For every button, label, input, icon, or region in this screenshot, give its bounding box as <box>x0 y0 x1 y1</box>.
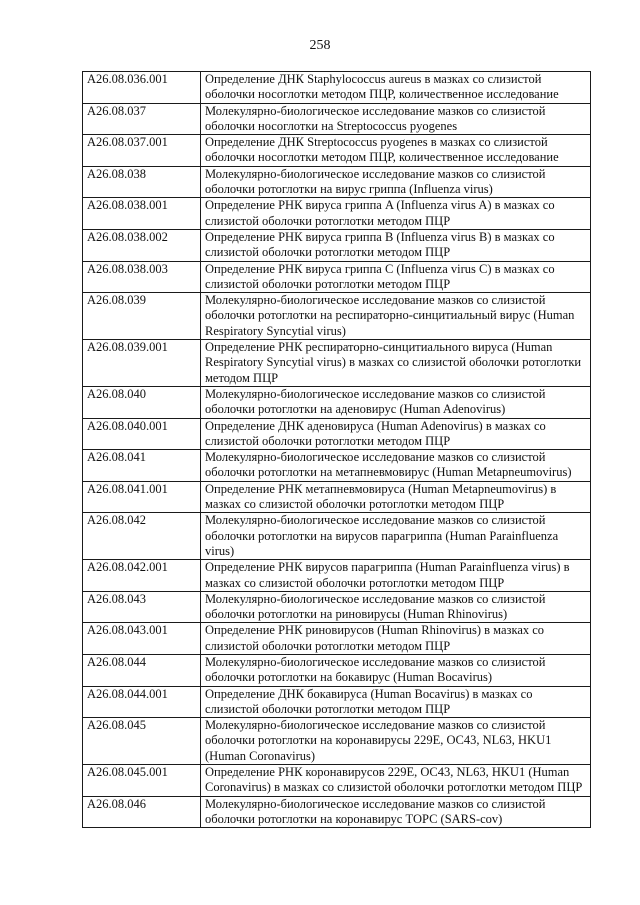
service-description-cell: Молекулярно-биологическое исследование мазков со слизистой оболочки ротоглотки на риновирусы (Human Rhinovirus) <box>201 591 591 623</box>
service-description-cell: Определение РНК респираторно-синцитиального вируса (Human Respiratory Syncytial virus) в мазках со слизистой оболочки ротоглотки методом ПЦР <box>201 340 591 387</box>
service-code-cell: A26.08.044 <box>83 654 201 686</box>
table-row <box>83 654 591 686</box>
service-description-cell: Определение РНК вирусов парагриппа (Human Parainfluenza virus) в мазках со слизистой оболочки ротоглотки методом ПЦР <box>201 560 591 592</box>
service-code-cell: A26.08.046 <box>83 796 201 828</box>
table-row <box>83 103 591 135</box>
service-code-cell: A26.08.037 <box>83 103 201 135</box>
service-code-cell: A26.08.043.001 <box>83 623 201 655</box>
service-description-cell: Определение РНК вируса гриппа B (Influenza virus B) в мазках со слизистой оболочки ротоглотки методом ПЦР <box>201 229 591 261</box>
service-code-cell: A26.08.040.001 <box>83 418 201 450</box>
service-description-cell: Молекулярно-биологическое исследование мазков со слизистой оболочки ротоглотки на вирусов парагриппа (Human Parainfluenza virus) <box>201 513 591 560</box>
table-row <box>83 340 591 387</box>
table-row <box>83 418 591 450</box>
table-row <box>83 261 591 293</box>
service-code-cell: A26.08.039 <box>83 293 201 340</box>
service-description-cell: Определение РНК метапневмовируса (Human Metapneumovirus) в мазках со слизистой оболочки ротоглотки методом ПЦР <box>201 481 591 513</box>
service-description-cell: Определение ДНК Staphylococcus aureus в мазках со слизистой оболочки носоглотки методом ПЦР, количественное исследование <box>201 72 591 104</box>
service-code-cell: A26.08.038.002 <box>83 229 201 261</box>
service-description-cell: Определение ДНК Streptococcus pyogenes в мазках со слизистой оболочки носоглотки методом ПЦР, количественное исследование <box>201 135 591 167</box>
service-description-cell: Определение РНК коронавирусов 229E, OC43, NL63, HKU1 (Human Coronavirus) в мазках со слизистой оболочки ротоглотки методом ПЦР <box>201 765 591 797</box>
table-row <box>83 513 591 560</box>
service-code-cell: A26.08.039.001 <box>83 340 201 387</box>
service-description-cell: Молекулярно-биологическое исследование мазков со слизистой оболочки носоглотки на Streptococcus pyogenes <box>201 103 591 135</box>
service-description-cell: Определение РНК риновирусов (Human Rhinovirus) в мазках со слизистой оболочки ротоглотки методом ПЦР <box>201 623 591 655</box>
table-row <box>83 796 591 828</box>
service-description-cell: Молекулярно-биологическое исследование мазков со слизистой оболочки ротоглотки на аденовирус (Human Adenovirus) <box>201 386 591 418</box>
service-codes-table <box>82 71 591 828</box>
service-description-cell: Определение ДНК бокавируса (Human Bocavirus) в мазках со слизистой оболочки ротоглотки методом ПЦР <box>201 686 591 718</box>
service-description-cell: Молекулярно-биологическое исследование мазков со слизистой оболочки ротоглотки на коронавирусы 229E, OC43, NL63, HKU1 (Human Coronavirus) <box>201 718 591 765</box>
service-description-cell: Молекулярно-биологическое исследование мазков со слизистой оболочки ротоглотки на респираторно-синцитиальный вирус (Human Respiratory Syncytial virus) <box>201 293 591 340</box>
table-row <box>83 166 591 198</box>
table-row <box>83 623 591 655</box>
service-description-cell: Молекулярно-биологическое исследование мазков со слизистой оболочки ротоглотки на коронавирус ТОРС (SARS-cov) <box>201 796 591 828</box>
service-description-cell: Молекулярно-биологическое исследование мазков со слизистой оболочки ротоглотки на метапневмовирус (Human Metapneumovirus) <box>201 450 591 482</box>
table-row <box>83 72 591 104</box>
service-code-cell: A26.08.041 <box>83 450 201 482</box>
service-description-cell: Определение РНК вируса гриппа C (Influenza virus C) в мазках со слизистой оболочки ротоглотки методом ПЦР <box>201 261 591 293</box>
table-row <box>83 135 591 167</box>
table-row <box>83 450 591 482</box>
service-description-cell: Определение ДНК аденовируса (Human Adenovirus) в мазках со слизистой оболочки ротоглотки методом ПЦР <box>201 418 591 450</box>
service-code-cell: A26.08.040 <box>83 386 201 418</box>
service-code-cell: A26.08.043 <box>83 591 201 623</box>
table-row <box>83 198 591 230</box>
service-code-cell: A26.08.038.003 <box>83 261 201 293</box>
table-row <box>83 765 591 797</box>
service-description-cell: Молекулярно-биологическое исследование мазков со слизистой оболочки ротоглотки на бокавирус (Human Bocavirus) <box>201 654 591 686</box>
table-row <box>83 591 591 623</box>
service-description-cell: Молекулярно-биологическое исследование мазков со слизистой оболочки ротоглотки на вирус гриппа (Influenza virus) <box>201 166 591 198</box>
table-row <box>83 229 591 261</box>
service-code-cell: A26.08.042 <box>83 513 201 560</box>
service-code-cell: A26.08.041.001 <box>83 481 201 513</box>
table-row <box>83 686 591 718</box>
service-code-cell: A26.08.036.001 <box>83 72 201 104</box>
table-row <box>83 718 591 765</box>
service-code-cell: A26.08.045 <box>83 718 201 765</box>
service-code-cell: A26.08.045.001 <box>83 765 201 797</box>
service-code-cell: A26.08.038.001 <box>83 198 201 230</box>
table-body <box>83 72 591 828</box>
table-row <box>83 386 591 418</box>
service-code-cell: A26.08.042.001 <box>83 560 201 592</box>
table-row <box>83 293 591 340</box>
service-code-cell: A26.08.044.001 <box>83 686 201 718</box>
table-row <box>83 560 591 592</box>
service-code-cell: A26.08.037.001 <box>83 135 201 167</box>
service-code-cell: A26.08.038 <box>83 166 201 198</box>
service-description-cell: Определение РНК вируса гриппа A (Influenza virus A) в мазках со слизистой оболочки ротоглотки методом ПЦР <box>201 198 591 230</box>
page-number: 258 <box>309 38 331 53</box>
table-row <box>83 481 591 513</box>
